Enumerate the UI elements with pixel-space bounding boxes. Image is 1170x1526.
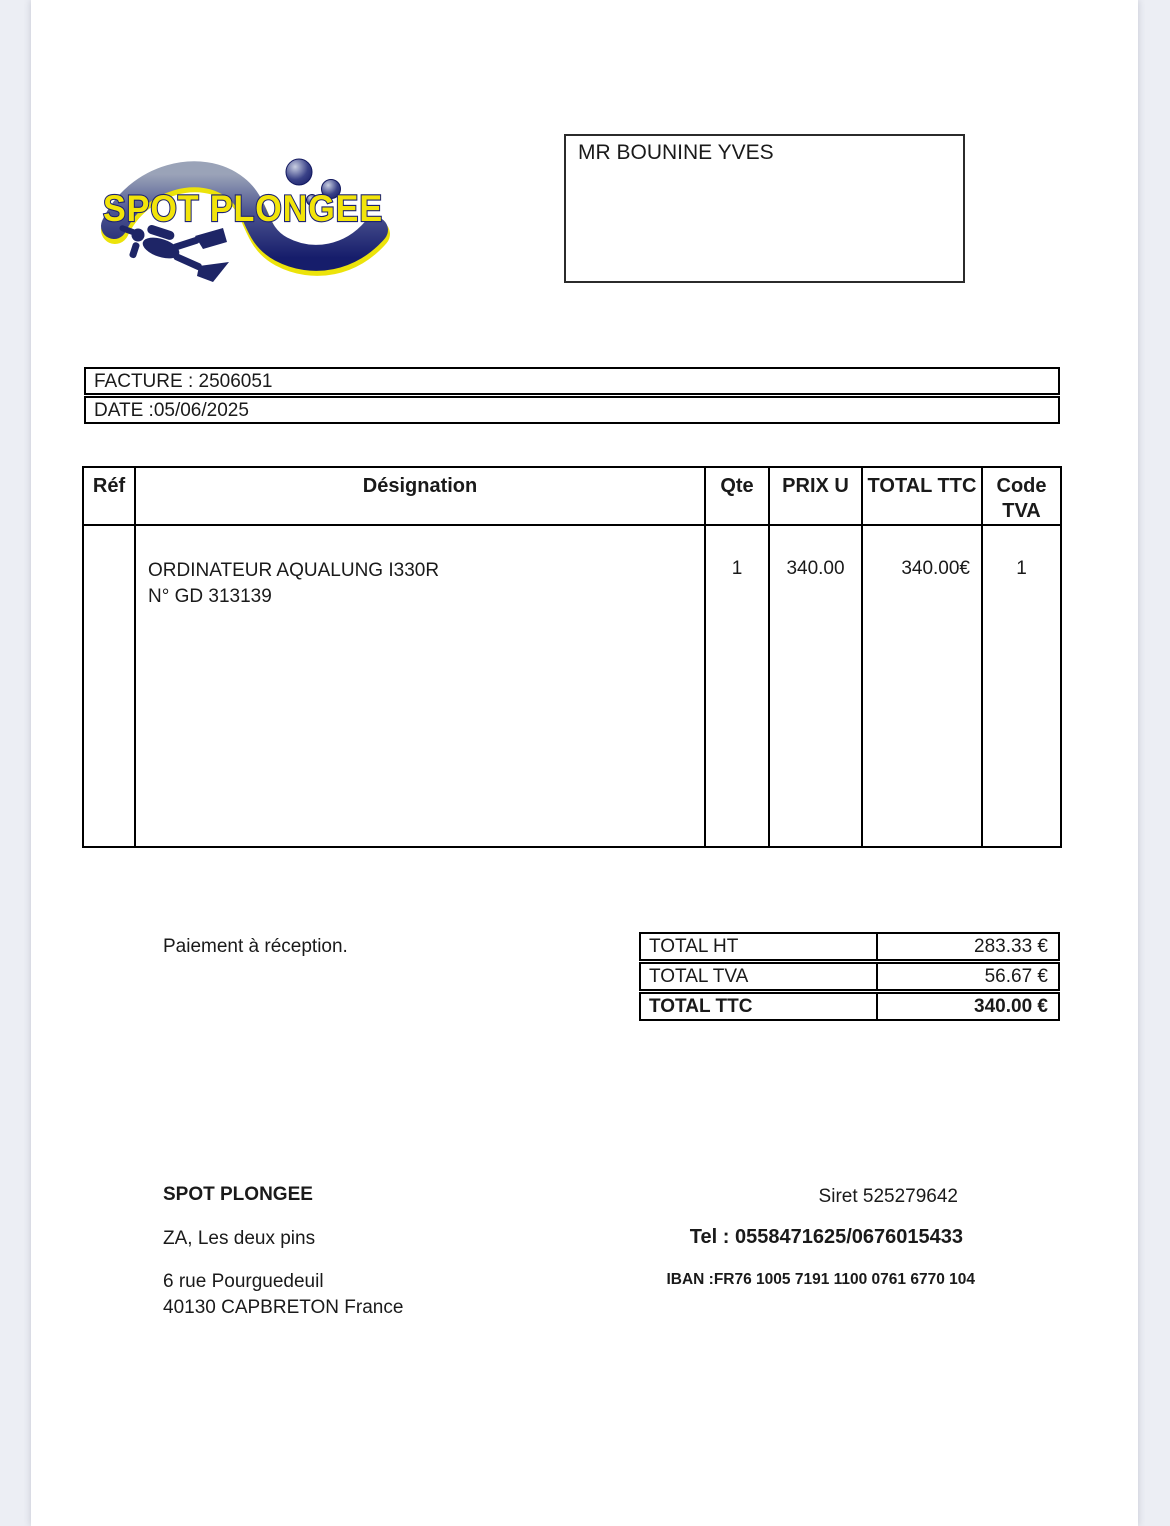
total-ht-label: TOTAL HT (641, 934, 878, 959)
facture-date-box (84, 396, 1060, 424)
col-header-designation: Désignation (135, 467, 705, 525)
total-ht-row (639, 932, 1060, 961)
col-header-code-tva: Code TVA (982, 467, 1061, 525)
item-designation (135, 525, 705, 847)
company-phone: Tel : 0558471625/0676015433 (689, 1226, 963, 1248)
col-header-ref: Réf (83, 467, 135, 525)
company-address-line1: ZA, Les deux pins (163, 1228, 316, 1249)
item-row (83, 525, 1061, 847)
total-ht-value: 283.33 € (974, 936, 1048, 957)
total-ttc-label: TOTAL TTC (641, 994, 878, 1019)
item-code-tva: 1 (982, 525, 1061, 847)
facture-number-box (84, 367, 1060, 395)
spot-plongee-logo-graphic (91, 152, 395, 294)
item-qte: 1 (705, 525, 769, 847)
facture-date: DATE :05/06/2025 (94, 400, 249, 421)
logo-wordmark: SPOT PLONGEE (103, 188, 383, 229)
company-address-line2: 6 rue Pourguedeuil (163, 1271, 324, 1292)
total-ttc-value: 340.00 € (974, 996, 1048, 1017)
company-name: SPOT PLONGEE (163, 1184, 313, 1205)
totals-table (639, 932, 1060, 1022)
company-siret: Siret 525279642 (818, 1186, 958, 1207)
total-tva-row (639, 962, 1060, 991)
col-header-total-ttc: TOTAL TTC (862, 467, 982, 525)
col-header-prix-u: PRIX U (769, 467, 862, 525)
total-tva-value: 56.67 € (984, 966, 1048, 987)
facture-number: FACTURE : 2506051 (94, 371, 273, 392)
company-logo (91, 152, 395, 294)
item-designation-line1: ORDINATEUR AQUALUNG I330R (148, 560, 440, 581)
item-ref (83, 525, 135, 847)
item-prix-u: 340.00 (769, 525, 862, 847)
item-designation-line2: N° GD 313139 (148, 586, 272, 607)
company-address-line3: 40130 CAPBRETON France (163, 1297, 404, 1318)
invoice-page (31, 0, 1138, 1526)
recipient-name: MR BOUNINE YVES (578, 141, 774, 164)
payment-terms: Paiement à réception. (163, 936, 348, 957)
total-tva-label: TOTAL TVA (641, 964, 878, 989)
items-header-row (83, 467, 1061, 525)
bubble-large (286, 159, 312, 185)
diver-icon (119, 224, 229, 282)
recipient-box (564, 134, 965, 283)
col-header-qte: Qte (705, 467, 769, 525)
items-table (82, 466, 1062, 848)
total-ttc-row (639, 992, 1060, 1021)
company-address-block (163, 1184, 403, 1319)
item-total-ttc: 340.00€ (862, 525, 982, 847)
company-iban: IBAN :FR76 1005 7191 1100 0761 6770 104 (666, 1271, 975, 1288)
